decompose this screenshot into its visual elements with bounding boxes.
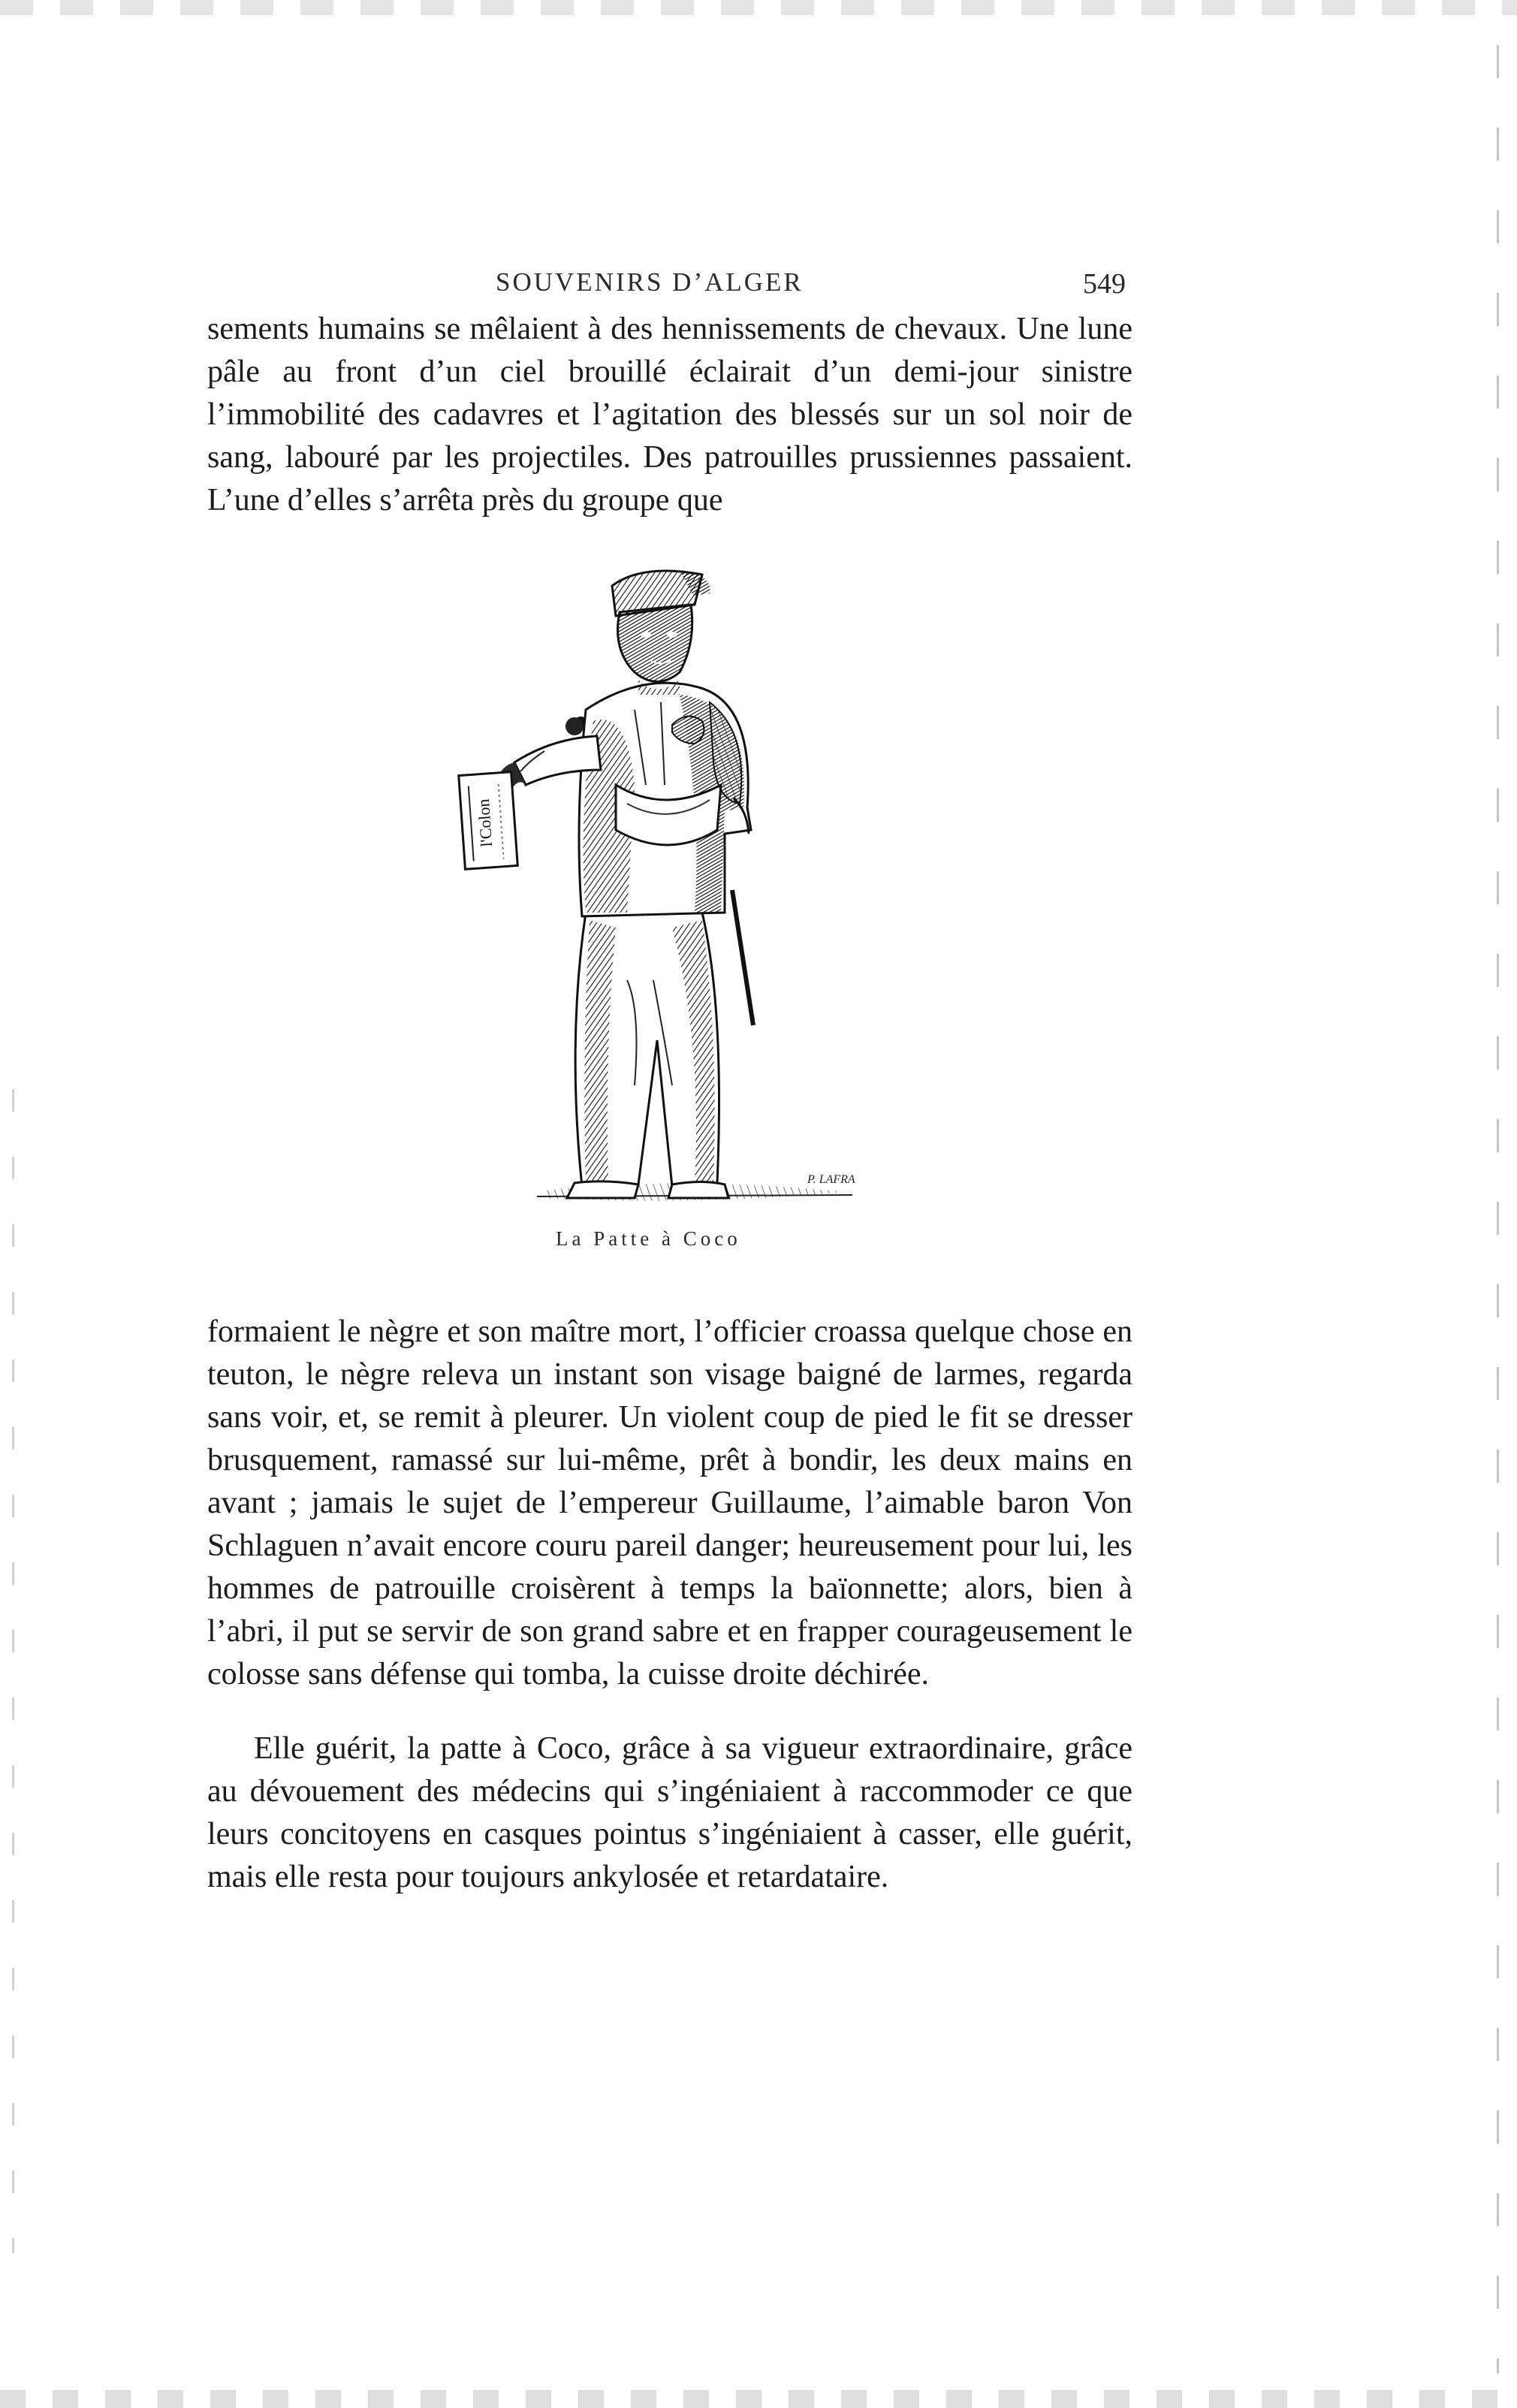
newspaper <box>459 772 518 870</box>
figure-legs <box>567 913 728 1198</box>
artist-signature: P. LAFRA <box>807 1173 855 1186</box>
scan-edge-right <box>1497 45 1499 2373</box>
scan-edge-left <box>12 1089 14 2253</box>
paragraph-middle-text: formaient le nègre et son maître mort, l’officier croassa quelque chose en teuton, le nègre releva un instant son visage baigné de larmes, regarda sans voir, et, se remit à pleurer. Un violent coup de pied le fit se dresser brusquement, ramassé sur lui-même, prêt à bondir, les deux mains en avant ; jamais le sujet de l’empereur Guillaume, l’aimable baron Von Schlaguen n’avait encore couru pareil danger; heureusement pour lui, les hommes de patrouille croisèrent à temps la baïonnette; alors, bien à l’abri, il put se servir de son grand sabre et en frapper courageusement le colosse sans défense qui tomba, la cuisse droite déchirée. <box>207 1314 1132 1691</box>
engraving-illustration <box>454 560 875 1213</box>
figure-head <box>612 571 710 695</box>
figure-torso <box>579 683 751 916</box>
paragraph-end <box>207 1728 1132 1899</box>
paragraph-middle <box>207 1311 1132 1696</box>
newspaper-title: l'Colon <box>473 798 496 848</box>
scan-edge-bottom <box>0 2390 1517 2408</box>
page-number: 549 <box>1083 268 1126 300</box>
paragraph-top-text: sements humains se mêlaient à des hennissements de chevaux. Une lune pâle au front d’un ciel brouillé éclairait d’un demi-jour sinistre l’immobilité des cadavres et l’agitation des blessés sur un sol noir de sang, labouré par les projectiles. Des patrouilles prussiennes passaient. L’une d’elles s’arrêta près du groupe que <box>207 312 1132 518</box>
paragraph-end-text: Elle guérit, la patte à Coco, grâce à sa vigueur extraordinaire, grâce au dévouement des médecins qui s’ingéniaient à raccommoder ce que leurs concitoyens en casques pointus s’ingéniaient à casser, elle guérit, mais elle resta pour toujours ankylosée et retardataire. <box>207 1731 1132 1894</box>
scan-edge-top <box>0 0 1517 15</box>
running-title: SOUVENIRS D’ALGER <box>496 267 804 297</box>
figure-caption: La Patte à Coco <box>556 1227 741 1250</box>
paragraph-top <box>207 308 1132 522</box>
